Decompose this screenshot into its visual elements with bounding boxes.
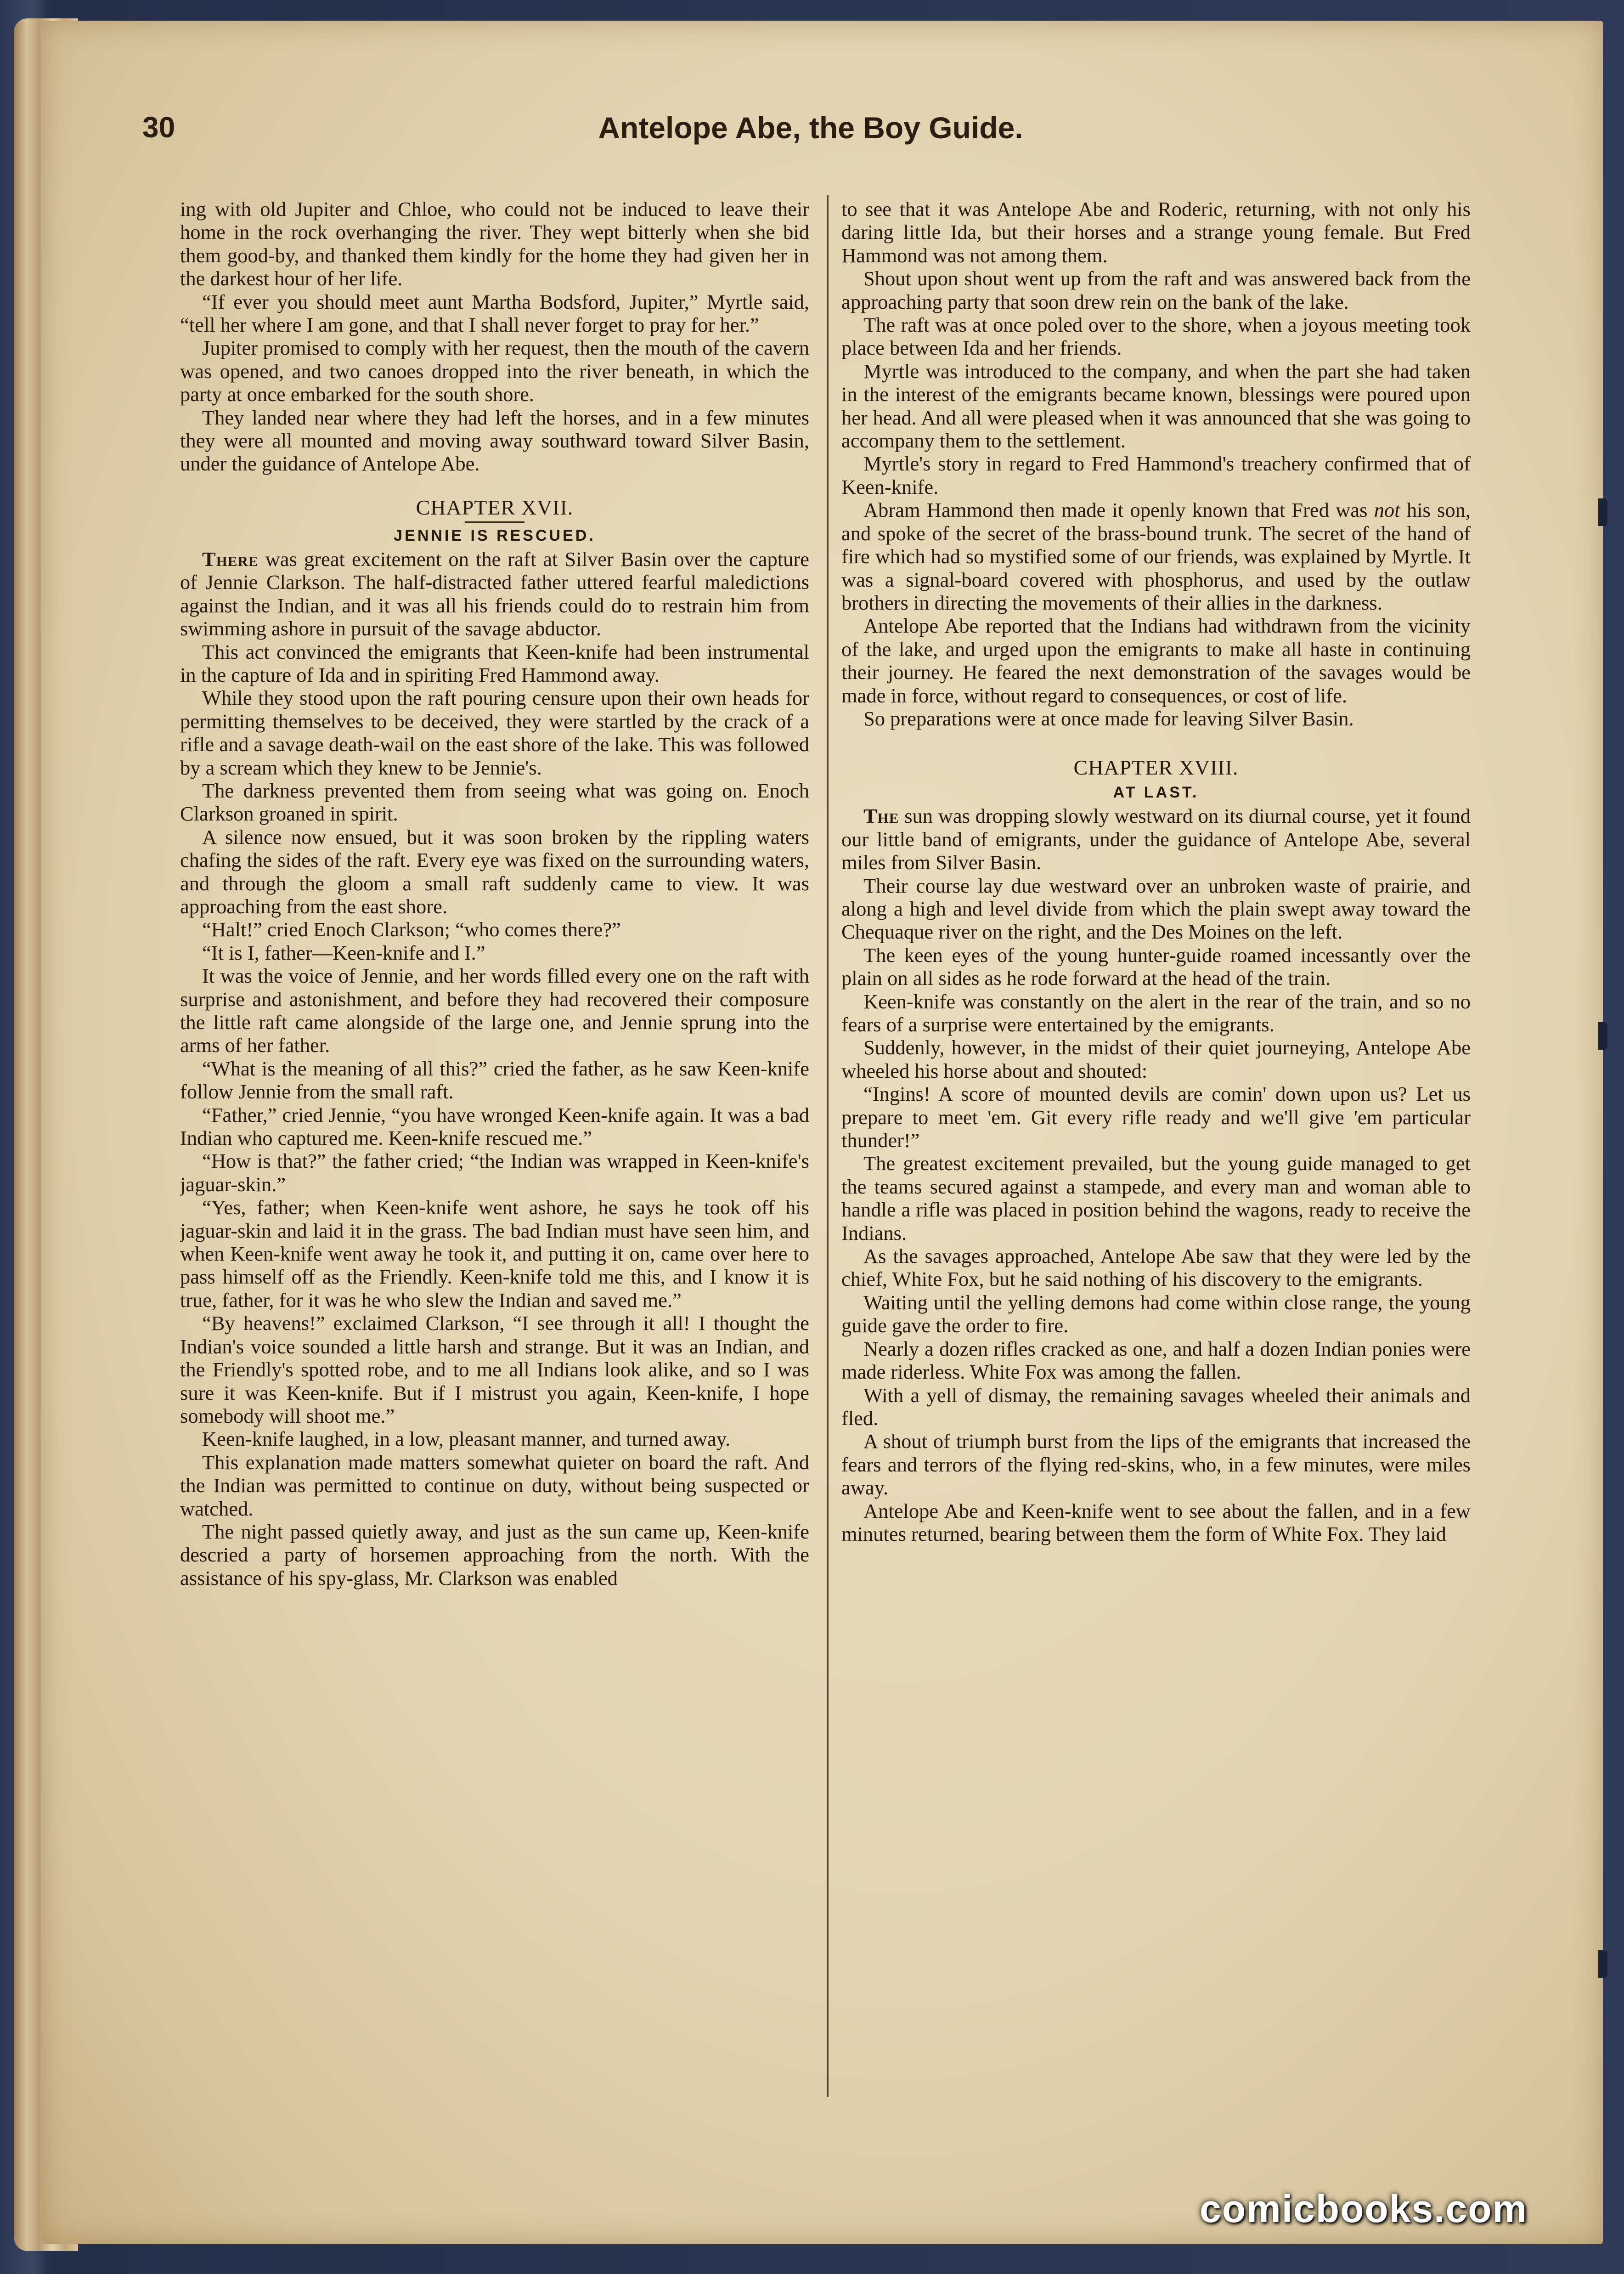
chapter-heading: CHAPTER XVII.	[416, 495, 574, 519]
paragraph: Their course lay due westward over an unbroken waste of prairie, and along a high and level divide from which the plain swept away toward the Chequaque river on the right, and the Des Moines on the left.	[841, 874, 1471, 944]
paragraph: Keen-knife was constantly on the alert in the rear of the train, and so no fears of a surprise were entertained by the emigrants.	[841, 990, 1471, 1036]
paragraph: Antelope Abe and Keen-knife went to see about the fallen, and in a few minutes returned, bearing between them the form of White Fox. They laid	[841, 1499, 1471, 1545]
paragraph: to see that it was Antelope Abe and Roderic, returning, with not only his daring little Ida, but their horses and a strange young female. But Fred Hammond was not among them.	[841, 198, 1471, 267]
paragraph: Shout upon shout went up from the raft and was answered back from the approaching party that soon drew rein on the bank of the lake.	[841, 267, 1471, 313]
paragraph: While they stood upon the raft pouring censure upon their own heads for permitting themselves to be deceived, they were startled by the crack of a rifle and a savage death-wail on the east shore of the lake. This was followed by a scream which they knew to be Jennie's.	[180, 686, 809, 779]
chapter-heading: CHAPTER XVIII.	[1073, 756, 1239, 780]
paragraph: Waiting until the yelling demons had come within close range, the young guide gave the order to fire.	[841, 1290, 1471, 1337]
paragraph: They landed near where they had left the horses, and in a few minutes they were all mounted and moving away southward toward Silver Basin, under the guidance of Antelope Abe.	[180, 406, 809, 475]
paragraph: A silence now ensued, but it was soon broken by the rippling waters chafing the sides of the raft. Every eye was fixed on the surrounding waters, and through the gloom a small raft suddenly came to view. It was approaching from the east shore.	[180, 825, 809, 918]
paragraph: Antelope Abe reported that the Indians had withdrawn from the vicinity of the lake, and urged upon the emigrants to make all haste in continuing their journey. He feared the next demonstration of the savages would be made in force, without regard to consequences, or cost of life.	[841, 614, 1471, 707]
chapter-opening-paragraph	[180, 548, 809, 640]
paragraph: Jupiter promised to comply with her request, then the mouth of the cavern was opened, and two canoes dropped into the river beneath, in which the party at once embarked for the south shore.	[180, 336, 809, 406]
paragraph: Nearly a dozen rifles cracked as one, and half a dozen Indian ponies were made riderless. White Fox was among the fallen.	[841, 1337, 1471, 1384]
paragraph-text: sun was dropping slowly westward on its diurnal course, yet it found our little band of emigrants, under the guidance of Antelope Abe, several miles from Silver Basin.	[841, 804, 1471, 874]
chapter-subtitle: AT LAST.	[1113, 784, 1199, 802]
lead-word: There	[202, 547, 259, 571]
chapter-opening-paragraph	[841, 804, 1471, 874]
paragraph: “What is the meaning of all this?” cried the father, as he saw Keen-knife follow Jennie from the small raft.	[180, 1057, 809, 1103]
paragraph-text: his son, and spoke of the secret of the brass-bound trunk. The secret of the hand of fire which had so mystified some of our friends, was explained by Myrtle. It was a signal-board covered with phosphorus, and used by the outlaw brothers in directing the movements of their allies in the darkness.	[841, 498, 1471, 614]
lead-word: The	[863, 804, 899, 828]
paragraph: “Yes, father; when Keen-knife went ashore, he says he took off his jaguar-skin and laid it in the grass. The bad Indian must have seen him, and when Keen-knife went away he took it, and putting it on, came over here to pass himself off as the Friendly. Keen-knife told me this, and I know it is true, father, for it was he who slew the Indian and saved me.”	[180, 1196, 809, 1312]
paragraph: ing with old Jupiter and Chloe, who could not be induced to leave their home in the rock overhanging the river. They wept bitterly when she bid them good-by, and thanked them kindly for the home they had given her in the darkest hour of her life.	[180, 198, 809, 290]
paragraph: “Halt!” cried Enoch Clarkson; “who comes there?”	[202, 918, 621, 941]
binding-tab	[1598, 1950, 1607, 1978]
paragraph: “It is I, father—Keen-knife and I.”	[202, 941, 485, 964]
binding-tab	[1598, 498, 1607, 526]
paragraph: So preparations were at once made for leaving Silver Basin.	[863, 707, 1354, 730]
page-header	[142, 110, 1460, 161]
paragraph-text: Abram Hammond then made it openly known that Fred was	[863, 498, 1374, 522]
paragraph: This act convinced the emigrants that Keen-knife had been instrumental in the capture of Ida and in spiriting Fred Hammond away.	[180, 640, 809, 686]
paragraph: The darkness prevented them from seeing what was going on. Enoch Clarkson groaned in spirit.	[180, 779, 809, 826]
emphasis: not	[1374, 498, 1400, 522]
chapter-subtitle: JENNIE IS RESCUED.	[394, 526, 596, 544]
paragraph: “If ever you should meet aunt Martha Bodsford, Jupiter,” Myrtle said, “tell her where I am gone, and that I shall never forget to pray for her.”	[180, 290, 809, 337]
running-title: Antelope Abe, the Boy Guide.	[598, 111, 1023, 145]
paragraph: A shout of triumph burst from the lips of the emigrants that increased the fears and terrors of the flying red-skins, who, in a few minutes, were miles away.	[841, 1430, 1471, 1499]
binding-tab	[1598, 1022, 1607, 1050]
watermark: comicbooks.com	[1200, 2187, 1528, 2230]
paragraph: Myrtle's story in regard to Fred Hammond's treachery confirmed that of Keen-knife.	[841, 452, 1471, 498]
paragraph: The raft was at once poled over to the shore, when a joyous meeting took place between Ida and her friends.	[841, 313, 1471, 360]
paragraph: As the savages approached, Antelope Abe saw that they were led by the chief, White Fox, but he said nothing of his discovery to the emigrants.	[841, 1244, 1471, 1291]
right-column	[841, 198, 1471, 2104]
page-number: 30	[142, 111, 175, 144]
paragraph: “Ingins! A score of mounted devils are comin' down upon us? Let us prepare to meet 'em. Git every rifle ready and we'll give 'em particular thunder!”	[841, 1082, 1471, 1152]
paragraph: With a yell of dismay, the remaining savages wheeled their animals and fled.	[841, 1383, 1471, 1430]
paragraph: Myrtle was introduced to the company, and when the part she had taken in the interest of the emigrants became known, blessings were poured upon her head. And all were pleased when it was announced that she was going to accompany them to the settlement.	[841, 359, 1471, 453]
paragraph: This explanation made matters somewhat quieter on board the raft. And the Indian was permitted to continue on duty, without being suspected or watched.	[180, 1450, 809, 1520]
paragraph-text: was great excitement on the raft at Silver Basin over the capture of Jennie Clarkson. The half-distracted father uttered fearful maledictions against the Indian, and it was all his friends could do to restrain him from swimming ashore in pursuit of the savage abductor.	[180, 547, 809, 640]
chapter-rule	[465, 521, 524, 523]
paragraph: Keen-knife laughed, in a low, pleasant manner, and turned away.	[202, 1427, 731, 1451]
paragraph: The night passed quietly away, and just as the sun came up, Keen-knife descried a party of horsemen approaching from the north. With the assistance of his spy-glass, Mr. Clarkson was enabled	[180, 1520, 809, 1590]
paragraph: “How is that?” the father cried; “the Indian was wrapped in Keen-knife's jaguar-skin.”	[180, 1149, 809, 1196]
paragraph: Suddenly, however, in the midst of their quiet journeying, Antelope Abe wheeled his horse about and shouted:	[841, 1036, 1471, 1082]
paragraph: “By heavens!” exclaimed Clarkson, “I see through it all! I thought the Indian's voice sounded a little harsh and strange. But it was an Indian, and the Friendly's spotted robe, and to me all Indians look alike, and so I was sure it was Keen-knife. But if I mistrust you again, Keen-knife, I hope somebody will shoot me.”	[180, 1312, 809, 1427]
paragraph: It was the voice of Jennie, and her words filled every one on the raft with surprise and astonishment, and before they had recovered their composure the little raft came alongside of the large one, and Jennie sprung into the arms of her father.	[180, 964, 809, 1057]
paragraph: The keen eyes of the young hunter-guide roamed incessantly over the plain on all sides as he rode forward at the head of the train.	[841, 943, 1471, 990]
paragraph: The greatest excitement prevailed, but the young guide managed to get the teams secured against a stampede, and every man and woman able to handle a rifle was placed in position behind the wagons, ready to receive the Indians.	[841, 1152, 1471, 1244]
column-divider	[827, 195, 829, 2097]
paragraph: “Father,” cried Jennie, “you have wronged Keen-knife again. It was a bad Indian who captured me. Keen-knife rescued me.”	[180, 1103, 809, 1150]
paragraph	[841, 498, 1471, 614]
left-column	[180, 198, 809, 2104]
